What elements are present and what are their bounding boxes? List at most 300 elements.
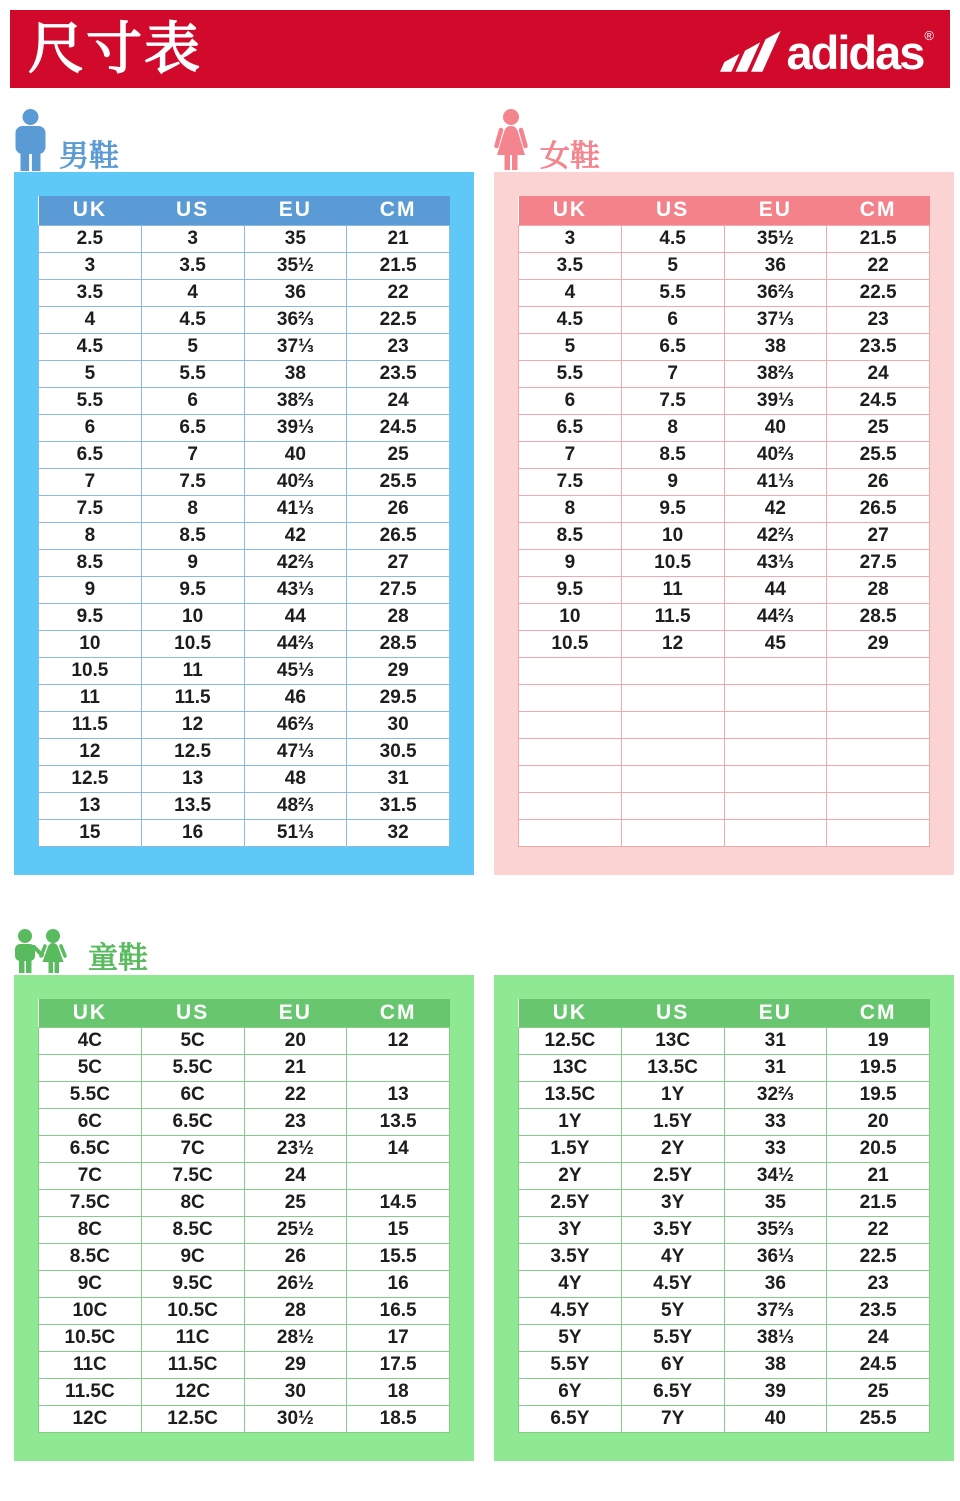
size-cell: 4.5Y [519, 1298, 622, 1325]
size-cell: 25 [827, 414, 930, 441]
size-row [519, 738, 930, 765]
size-cell: 13C [519, 1055, 622, 1082]
size-cell: 36 [724, 252, 827, 279]
size-cell: 23.5 [827, 1298, 930, 1325]
size-row [39, 1325, 450, 1352]
size-cell: 6.5 [39, 441, 142, 468]
size-cell: 21.5 [347, 252, 450, 279]
size-cell [724, 792, 827, 819]
size-row [39, 1163, 450, 1190]
kids-left-size-table [38, 999, 450, 1434]
size-cell: 12 [347, 1028, 450, 1055]
size-cell [724, 765, 827, 792]
size-cell: 31 [347, 765, 450, 792]
size-cell: 11.5C [141, 1352, 244, 1379]
size-cell: 30 [244, 1379, 347, 1406]
size-cell: 18 [347, 1379, 450, 1406]
size-cell: 9.5 [141, 576, 244, 603]
kids-sections [0, 975, 960, 1462]
size-cell: 44 [244, 603, 347, 630]
size-cell: 9.5 [39, 603, 142, 630]
size-cell: 18.5 [347, 1406, 450, 1433]
size-row [519, 306, 930, 333]
size-cell: 30.5 [347, 738, 450, 765]
size-cell: 13C [621, 1028, 724, 1055]
size-cell: 31.5 [347, 792, 450, 819]
size-row [39, 684, 450, 711]
size-row [519, 1055, 930, 1082]
size-cell: 3.5 [141, 252, 244, 279]
column-header-us: US [621, 196, 724, 225]
size-cell: 22.5 [347, 306, 450, 333]
column-header-cm: CM [827, 196, 930, 225]
size-cell: 35½ [244, 252, 347, 279]
size-cell: 4.5 [519, 306, 622, 333]
size-cell: 5.5Y [519, 1352, 622, 1379]
size-cell: 13.5 [347, 1109, 450, 1136]
size-cell: 9 [621, 468, 724, 495]
size-row [519, 414, 930, 441]
size-row [39, 711, 450, 738]
size-cell: 10 [621, 522, 724, 549]
size-row [39, 1055, 450, 1082]
size-cell: 8C [141, 1190, 244, 1217]
size-cell: 5.5 [621, 279, 724, 306]
size-cell: 13 [347, 1082, 450, 1109]
size-row [519, 1325, 930, 1352]
size-cell: 4 [141, 279, 244, 306]
size-cell: 19.5 [827, 1055, 930, 1082]
size-cell: 40 [724, 1406, 827, 1433]
size-cell: 38⅓ [724, 1325, 827, 1352]
size-cell: 26½ [244, 1271, 347, 1298]
size-cell: 4C [39, 1028, 142, 1055]
size-cell [519, 738, 622, 765]
size-row [519, 522, 930, 549]
column-header-cm: CM [827, 999, 930, 1028]
size-cell: 37⅓ [724, 306, 827, 333]
size-cell [621, 792, 724, 819]
size-cell: 48⅔ [244, 792, 347, 819]
size-cell: 19.5 [827, 1082, 930, 1109]
size-row [39, 657, 450, 684]
size-cell: 25.5 [827, 1406, 930, 1433]
size-cell: 3 [141, 225, 244, 252]
adult-sections [0, 88, 960, 875]
size-row [519, 792, 930, 819]
size-cell: 11 [141, 657, 244, 684]
size-row [519, 279, 930, 306]
size-cell: 28.5 [347, 630, 450, 657]
size-cell: 4.5 [39, 333, 142, 360]
size-row [519, 1271, 930, 1298]
size-row [519, 1028, 930, 1055]
size-cell [621, 819, 724, 846]
header-row [519, 999, 930, 1028]
size-cell: 4.5 [141, 306, 244, 333]
size-cell: 31 [724, 1028, 827, 1055]
size-cell: 5.5C [141, 1055, 244, 1082]
size-cell: 16.5 [347, 1298, 450, 1325]
size-cell: 25.5 [827, 441, 930, 468]
size-cell: 8 [519, 495, 622, 522]
size-cell: 6.5 [141, 414, 244, 441]
size-row [39, 414, 450, 441]
size-cell: 40⅔ [244, 468, 347, 495]
size-row [519, 630, 930, 657]
men-section-header [0, 88, 480, 172]
size-cell: 25 [347, 441, 450, 468]
size-cell: 44⅔ [244, 630, 347, 657]
size-cell: 29.5 [347, 684, 450, 711]
size-row [519, 684, 930, 711]
size-row [39, 441, 450, 468]
header-row [39, 196, 450, 225]
size-cell: 39⅓ [724, 387, 827, 414]
size-cell: 40 [244, 441, 347, 468]
size-cell: 4.5Y [621, 1271, 724, 1298]
size-cell: 45⅓ [244, 657, 347, 684]
size-cell: 14 [347, 1136, 450, 1163]
size-cell: 28½ [244, 1325, 347, 1352]
size-row [39, 1109, 450, 1136]
size-row [39, 333, 450, 360]
size-cell: 10 [519, 603, 622, 630]
size-cell: 44⅔ [724, 603, 827, 630]
kids-right-size-table [518, 999, 930, 1434]
size-cell: 43⅓ [724, 549, 827, 576]
size-cell: 5.5C [39, 1082, 142, 1109]
size-cell: 35⅔ [724, 1217, 827, 1244]
column-header-uk: UK [39, 196, 142, 225]
size-cell: 23½ [244, 1136, 347, 1163]
size-cell [724, 711, 827, 738]
column-header-eu: EU [724, 196, 827, 225]
size-cell: 1.5Y [621, 1109, 724, 1136]
size-cell [827, 657, 930, 684]
size-cell [519, 684, 622, 711]
size-cell: 5C [141, 1028, 244, 1055]
size-cell: 6Y [519, 1379, 622, 1406]
size-cell: 35 [244, 225, 347, 252]
size-cell: 35 [724, 1190, 827, 1217]
man-icon [12, 109, 49, 172]
size-cell [519, 792, 622, 819]
size-cell [621, 711, 724, 738]
size-cell: 26 [827, 468, 930, 495]
size-cell: 46 [244, 684, 347, 711]
size-cell: 41⅓ [724, 468, 827, 495]
column-header-eu: EU [244, 999, 347, 1028]
size-cell: 3.5 [39, 279, 142, 306]
size-row [39, 1217, 450, 1244]
size-row [39, 792, 450, 819]
size-cell: 22.5 [827, 1244, 930, 1271]
size-cell [621, 684, 724, 711]
size-row [39, 387, 450, 414]
size-cell: 11.5 [141, 684, 244, 711]
size-cell: 10.5 [519, 630, 622, 657]
size-cell: 5 [621, 252, 724, 279]
size-cell: 10.5 [621, 549, 724, 576]
header-bar [10, 10, 950, 88]
size-cell: 7.5 [141, 468, 244, 495]
column-header-us: US [141, 999, 244, 1028]
size-cell: 7.5C [39, 1190, 142, 1217]
size-cell: 1Y [621, 1082, 724, 1109]
size-cell: 38 [724, 333, 827, 360]
size-cell: 6.5C [141, 1109, 244, 1136]
size-cell: 12C [39, 1406, 142, 1433]
size-cell: 4Y [621, 1244, 724, 1271]
size-cell [347, 1055, 450, 1082]
size-cell: 8.5 [39, 549, 142, 576]
size-cell: 5.5Y [621, 1325, 724, 1352]
registered-trademark: ® [924, 28, 934, 43]
size-cell: 28 [347, 603, 450, 630]
header-row [39, 999, 450, 1028]
size-cell: 10.5C [39, 1325, 142, 1352]
size-row [39, 522, 450, 549]
size-row [519, 657, 930, 684]
size-cell: 11 [39, 684, 142, 711]
size-cell: 9 [141, 549, 244, 576]
size-cell: 15 [347, 1217, 450, 1244]
size-cell: 24 [827, 1325, 930, 1352]
size-cell: 27 [347, 549, 450, 576]
size-row [39, 1406, 450, 1433]
size-row [519, 603, 930, 630]
size-row [519, 576, 930, 603]
size-cell: 8 [141, 495, 244, 522]
size-row [519, 1082, 930, 1109]
size-cell: 2.5Y [621, 1163, 724, 1190]
size-cell: 2Y [519, 1163, 622, 1190]
size-row [39, 819, 450, 846]
size-cell: 21.5 [827, 225, 930, 252]
size-cell: 36⅔ [244, 306, 347, 333]
size-cell: 51⅓ [244, 819, 347, 846]
size-row [519, 1190, 930, 1217]
size-cell: 7Y [621, 1406, 724, 1433]
size-cell: 37⅔ [724, 1298, 827, 1325]
size-row [519, 387, 930, 414]
men-size-box [14, 172, 474, 875]
size-cell: 40 [724, 414, 827, 441]
size-cell: 1Y [519, 1109, 622, 1136]
column-header-us: US [141, 196, 244, 225]
size-cell: 5.5 [141, 360, 244, 387]
size-cell: 11 [621, 576, 724, 603]
size-cell: 23.5 [827, 333, 930, 360]
size-cell: 10.5 [39, 657, 142, 684]
size-cell: 35½ [724, 225, 827, 252]
size-row [39, 468, 450, 495]
size-cell: 24.5 [347, 414, 450, 441]
column-header-us: US [621, 999, 724, 1028]
size-row [519, 1244, 930, 1271]
size-cell: 21 [827, 1163, 930, 1190]
size-cell: 5Y [519, 1325, 622, 1352]
adidas-wordmark: adidas [786, 26, 924, 80]
size-row [519, 468, 930, 495]
size-cell: 23.5 [347, 360, 450, 387]
size-cell: 13 [141, 765, 244, 792]
size-cell: 10.5C [141, 1298, 244, 1325]
size-row [519, 1379, 930, 1406]
size-cell: 38 [724, 1352, 827, 1379]
size-cell: 7C [39, 1163, 142, 1190]
size-cell: 3 [519, 225, 622, 252]
size-cell: 27.5 [827, 549, 930, 576]
size-row [519, 1136, 930, 1163]
size-cell: 26.5 [347, 522, 450, 549]
size-cell: 6Y [621, 1352, 724, 1379]
size-cell: 47⅓ [244, 738, 347, 765]
size-cell: 22 [347, 279, 450, 306]
size-cell: 12.5C [519, 1028, 622, 1055]
size-cell: 17 [347, 1325, 450, 1352]
size-cell: 7 [621, 360, 724, 387]
size-cell: 32⅔ [724, 1082, 827, 1109]
size-cell: 41⅓ [244, 495, 347, 522]
size-cell: 8 [39, 522, 142, 549]
size-cell [827, 792, 930, 819]
size-cell: 8.5C [39, 1244, 142, 1271]
size-cell: 7.5C [141, 1163, 244, 1190]
size-row [519, 360, 930, 387]
size-cell: 15.5 [347, 1244, 450, 1271]
size-row [519, 252, 930, 279]
size-cell: 25 [827, 1379, 930, 1406]
size-cell: 38⅔ [244, 387, 347, 414]
size-cell: 9.5 [621, 495, 724, 522]
size-cell: 38 [244, 360, 347, 387]
women-size-box [494, 172, 954, 875]
size-cell [519, 657, 622, 684]
size-chart-page [0, 10, 960, 1501]
kids-section-label: 童鞋 [88, 942, 148, 975]
size-cell: 13.5C [621, 1055, 724, 1082]
size-cell: 9.5 [519, 576, 622, 603]
size-row [519, 1109, 930, 1136]
size-row [39, 1298, 450, 1325]
size-cell: 6C [39, 1109, 142, 1136]
size-cell: 32 [347, 819, 450, 846]
size-cell: 9C [39, 1271, 142, 1298]
size-row [39, 279, 450, 306]
column-header-uk: UK [519, 999, 622, 1028]
size-cell: 36⅔ [724, 279, 827, 306]
size-cell: 16 [347, 1271, 450, 1298]
size-cell: 28 [827, 576, 930, 603]
size-row [519, 1352, 930, 1379]
size-cell: 22 [827, 252, 930, 279]
size-cell: 5.5 [519, 360, 622, 387]
size-cell [724, 738, 827, 765]
size-cell: 11.5 [39, 711, 142, 738]
size-row [39, 225, 450, 252]
size-cell: 2Y [621, 1136, 724, 1163]
size-cell: 36⅓ [724, 1244, 827, 1271]
size-cell: 28.5 [827, 603, 930, 630]
size-cell: 12.5C [141, 1406, 244, 1433]
column-header-cm: CM [347, 196, 450, 225]
size-cell [827, 711, 930, 738]
size-cell: 48 [244, 765, 347, 792]
size-cell: 7 [39, 468, 142, 495]
size-row [39, 1082, 450, 1109]
size-cell: 24 [244, 1163, 347, 1190]
size-cell: 12 [141, 711, 244, 738]
women-section [480, 88, 960, 875]
adidas-logo [718, 26, 935, 80]
size-cell: 42⅔ [244, 549, 347, 576]
woman-icon [492, 109, 530, 172]
size-cell: 2.5 [39, 225, 142, 252]
size-cell: 12 [39, 738, 142, 765]
size-cell [519, 711, 622, 738]
size-cell: 17.5 [347, 1352, 450, 1379]
size-row [519, 549, 930, 576]
size-cell: 22 [827, 1217, 930, 1244]
size-cell [519, 819, 622, 846]
size-cell: 8 [621, 414, 724, 441]
size-cell: 9 [519, 549, 622, 576]
size-row [39, 252, 450, 279]
size-cell: 37⅓ [244, 333, 347, 360]
size-cell: 6 [519, 387, 622, 414]
size-row [39, 1379, 450, 1406]
size-cell: 21 [244, 1055, 347, 1082]
size-cell [724, 819, 827, 846]
size-cell [827, 738, 930, 765]
size-row [519, 819, 930, 846]
size-cell: 9C [141, 1244, 244, 1271]
size-cell: 10C [39, 1298, 142, 1325]
size-cell: 33 [724, 1109, 827, 1136]
size-cell: 13 [39, 792, 142, 819]
size-cell: 25½ [244, 1217, 347, 1244]
kids-section-header [0, 909, 960, 975]
size-cell [827, 765, 930, 792]
size-row [519, 495, 930, 522]
size-cell: 2.5Y [519, 1190, 622, 1217]
size-cell: 19 [827, 1028, 930, 1055]
size-cell: 8.5C [141, 1217, 244, 1244]
size-cell: 7.5 [621, 387, 724, 414]
size-cell: 36 [724, 1271, 827, 1298]
size-cell: 25 [244, 1190, 347, 1217]
size-cell: 24.5 [827, 1352, 930, 1379]
size-cell: 8.5 [621, 441, 724, 468]
size-row [39, 306, 450, 333]
size-cell: 40⅔ [724, 441, 827, 468]
size-cell [827, 819, 930, 846]
size-cell: 7 [519, 441, 622, 468]
size-cell: 23 [827, 306, 930, 333]
size-cell: 25.5 [347, 468, 450, 495]
size-cell: 20 [244, 1028, 347, 1055]
size-cell [827, 684, 930, 711]
size-cell: 6.5Y [519, 1406, 622, 1433]
size-cell: 6 [39, 414, 142, 441]
size-cell: 9 [39, 576, 142, 603]
size-cell: 23 [827, 1271, 930, 1298]
size-cell: 6C [141, 1082, 244, 1109]
size-cell: 10 [39, 630, 142, 657]
size-cell: 4 [39, 306, 142, 333]
